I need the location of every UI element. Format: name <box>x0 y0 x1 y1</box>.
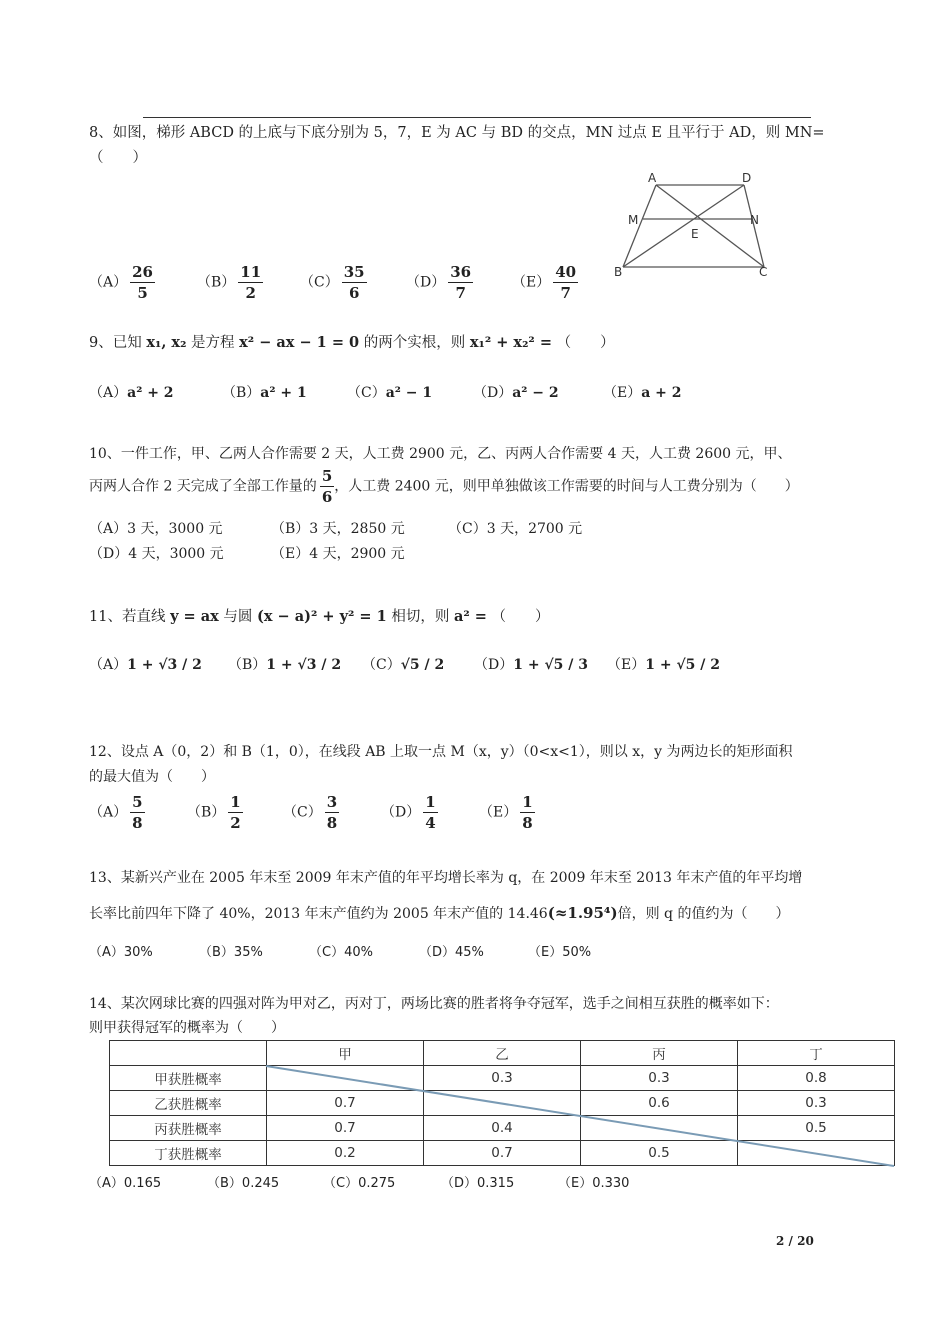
q9-option-d: （D）a² − 2 <box>473 385 559 401</box>
q8-text: 8、如图，梯形 ABCD 的上底与下底分别为 5，7，E 为 AC 与 BD 的交点，MN 过点 E 且平行于 AD，则 MN= <box>89 125 825 141</box>
q10-option-e: （E）4 天，2900 元 <box>271 546 405 562</box>
q12-option-a: （A） $\frac{5}{8}$ <box>89 793 143 832</box>
label-C: C <box>759 265 768 279</box>
q14-option-b: （B）0.245 <box>207 1176 280 1191</box>
q8-option-d: （D） $\frac{36}{7}$ <box>406 263 472 302</box>
label-M: M <box>628 213 639 227</box>
q12-line1: 12、设点 A（0，2）和 B（1，0），在线段 AB 上取一点 M（x，y）（0<x<1），则以 x，y 为两边长的矩形面积 <box>89 744 793 760</box>
q12-option-c: （C） $\frac{3}{8}$ <box>283 793 338 832</box>
page-number: 2 / 20 <box>776 1234 814 1248</box>
table-cell: 0.3 <box>424 1066 581 1091</box>
q14-option-a: （A）0.165 <box>89 1176 162 1191</box>
q11-option-e: （E）1 + √5 / 2 <box>607 657 720 673</box>
q10-line1: 10、一件工作，甲、乙两人合作需要 2 天，人工费 2900 元，乙、丙两人合作需要 4 天，人工费 2600 元，甲、 <box>89 446 792 462</box>
q10-option-b: （B）3 天，2850 元 <box>271 521 405 537</box>
table-cell: 乙获胜概率 <box>110 1091 267 1116</box>
q9-option-e: （E）a + 2 <box>603 385 682 401</box>
table-cell: 0.7 <box>267 1091 424 1116</box>
table-cell: 0.3 <box>581 1066 738 1091</box>
q12-line2: 的最大值为（ ） <box>89 769 215 785</box>
table-cell: 0.5 <box>581 1141 738 1166</box>
table-cell: 0.2 <box>267 1141 424 1166</box>
q11-option-b: （B）1 + √3 / 2 <box>228 657 342 673</box>
table-cell: 0.6 <box>581 1091 738 1116</box>
q13-option-c: （C）40% <box>309 945 373 960</box>
q10-line2: 丙两人合作 2 天完成了全部工作量的 $\frac{5}{6}$ ，人工费 2400 元，则甲单独做该工作需要的时间与人工费分别为（ ） <box>89 467 799 506</box>
q11-option-a: （A）1 + √3 / 2 <box>89 657 202 673</box>
table-cell: 丙获胜概率 <box>110 1116 267 1141</box>
q13-option-d: （D）45% <box>419 945 484 960</box>
q13-line1: 13、某新兴产业在 2005 年末至 2009 年末产值的年平均增长率为 q，在 2009 年末至 2013 年末产值的年平均增 <box>89 870 803 886</box>
q10-option-d: （D）4 天，3000 元 <box>89 546 224 562</box>
label-E: E <box>691 227 699 241</box>
q13-line2: 长率比前四年下降了 40%，2013 年末产值约为 2005 年末产值的 14.46(≈1.95⁴)倍，则 q 的值约为（ ） <box>89 904 790 922</box>
q10-option-c: （C）3 天，2700 元 <box>448 521 583 537</box>
table-cell: 0.5 <box>738 1116 895 1141</box>
q9-option-a: （A）a² + 2 <box>89 385 174 401</box>
q8-option-c: （C） $\frac{35}{6}$ <box>300 263 365 302</box>
table-cell: 丁获胜概率 <box>110 1141 267 1166</box>
table-cell: 0.7 <box>424 1141 581 1166</box>
q8-option-b: （B） $\frac{11}{2}$ <box>197 263 262 302</box>
q8-paren: （ ） <box>89 150 147 166</box>
q13-option-e: （E）50% <box>528 945 592 960</box>
label-A: A <box>648 172 657 185</box>
q11-text: 11、若直线 y = ax 与圆 (x − a)² + y² = 1 相切，则 a² = （ ） <box>89 608 550 625</box>
table-cell: 0.8 <box>738 1066 895 1091</box>
label-N: N <box>750 213 759 227</box>
q11-option-d: （D）1 + √5 / 3 <box>474 657 588 673</box>
q11-option-c: （C）√5 / 2 <box>362 657 445 673</box>
table-header-cell: 甲 <box>267 1041 424 1066</box>
q9-option-c: （C）a² − 1 <box>347 385 433 401</box>
q10-option-a: （A）3 天，3000 元 <box>89 521 223 537</box>
q8-option-e: （E） $\frac{40}{7}$ <box>512 263 577 302</box>
table-cell: 0.4 <box>424 1116 581 1141</box>
label-B: B <box>614 265 623 279</box>
q13-option-a: （A）30% <box>89 945 153 960</box>
q12-option-e: （E） $\frac{1}{8}$ <box>479 793 533 832</box>
q14-option-d: （D）0.315 <box>441 1176 515 1191</box>
q14-option-e: （E）0.330 <box>558 1176 630 1191</box>
q14-option-c: （C）0.275 <box>323 1176 396 1191</box>
table-header-cell: 丙 <box>581 1041 738 1066</box>
q8-option-a: （A） $\frac{26}{5}$ <box>89 263 153 302</box>
table-cell: 0.7 <box>267 1116 424 1141</box>
q9-option-b: （B）a² + 1 <box>222 385 307 401</box>
q14-line2: 则甲获得冠军的概率为（ ） <box>89 1020 285 1036</box>
label-D: D <box>742 172 752 185</box>
q14-line1: 14、某次网球比赛的四强对阵为甲对乙，丙对丁，两场比赛的胜者将争夺冠军，选手之间相互获胜的概率如下： <box>89 996 779 1012</box>
table-cell: 甲获胜概率 <box>110 1066 267 1091</box>
q12-option-d: （D） $\frac{1}{4}$ <box>381 793 436 832</box>
q12-option-b: （B） $\frac{1}{2}$ <box>187 793 241 832</box>
q9-text: 9、已知 x₁, x₂ 是方程 x² − ax − 1 = 0 的两个实根，则 x₁² + x₂² = （ ） <box>89 334 615 351</box>
table-header-cell: 乙 <box>424 1041 581 1066</box>
q13-option-b: （B）35% <box>199 945 263 960</box>
table-cell: 0.3 <box>738 1091 895 1116</box>
table-header-cell: 丁 <box>738 1041 895 1066</box>
